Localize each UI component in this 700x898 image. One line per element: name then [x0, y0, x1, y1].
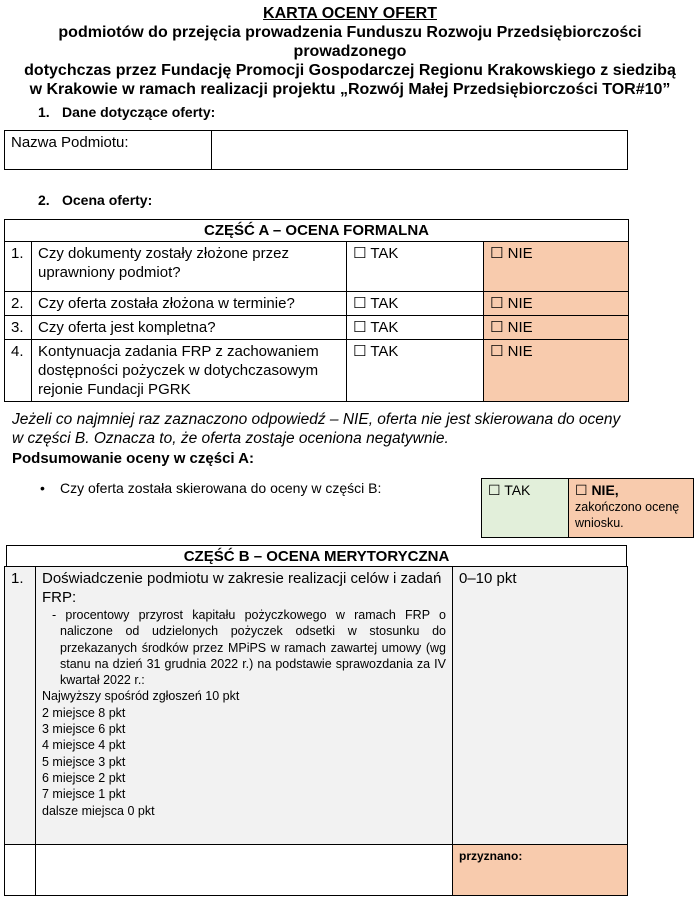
question-text: Czy oferta została złożona w terminie? — [32, 292, 347, 316]
summary-answer-table — [481, 478, 694, 538]
offer-data-table — [4, 130, 628, 170]
part-b-table — [4, 566, 628, 896]
section-1-heading: 1. Dane dotyczące oferty: — [38, 104, 216, 120]
no-checkbox[interactable]: ☐ NIE — [484, 242, 629, 292]
entity-name-field[interactable] — [212, 131, 628, 170]
summary-no-note: zakończono ocenę wniosku. — [575, 500, 680, 530]
score-line: 7 miejsce 1 pkt — [42, 787, 126, 802]
summary-no-checkbox[interactable]: ☐ NIE, zakończono ocenę wniosku. — [569, 479, 694, 538]
score-line: 3 miejsce 6 pkt — [42, 722, 126, 737]
summary-heading: Podsumowanie oceny w części A: — [12, 450, 255, 467]
part-b-header: CZĘŚĆ B – OCENA MERYTORYCZNA — [7, 546, 627, 568]
question-text: Czy oferta jest kompletna? — [32, 316, 347, 340]
row-number: 1. — [5, 242, 32, 292]
table-row — [5, 316, 629, 340]
section-2-heading: 2. Ocena oferty: — [38, 192, 153, 208]
score-range: 0–10 pkt — [453, 567, 628, 845]
part-a-table — [4, 219, 629, 402]
question-text: Czy dokumenty zostały złożone przez uprawniony podmiot? — [32, 242, 347, 292]
subtitle-line-1: podmiotów do przejęcia prowadzenia Funduszu Rozwoju Przedsiębiorczości prowadzonego — [58, 24, 642, 60]
yes-checkbox[interactable]: ☐ TAK — [347, 292, 484, 316]
row-number: 3. — [5, 316, 32, 340]
row-number: 2. — [5, 292, 32, 316]
score-line: 4 miejsce 4 pkt — [42, 738, 126, 753]
subtitle-line-2: dotychczas przez Fundację Promocji Gospodarczej Regionu Krakowskiego z siedzibą — [24, 62, 676, 79]
no-checkbox[interactable]: ☐ NIE — [484, 292, 629, 316]
document-title: KARTA OCENY OFERT — [263, 5, 437, 22]
subtitle-line-3: w Krakowie w ramach realizacji projektu „Rozwój Małej Przedsiębiorczości TOR#10” — [29, 81, 671, 98]
score-line: 2 miejsce 8 pkt — [42, 705, 126, 720]
awarded-points-field[interactable]: przyznano: — [453, 845, 628, 896]
table-row — [5, 242, 629, 292]
part-b-header-table — [6, 545, 627, 568]
row-number: 1. — [5, 567, 36, 845]
entity-name-label: Nazwa Podmiotu: — [5, 131, 212, 170]
table-row — [5, 567, 628, 845]
negative-note — [12, 410, 692, 448]
summary-question: • Czy oferta została skierowana do oceny w części B: — [40, 480, 382, 496]
score-line: dalsze miejsca 0 pkt — [42, 803, 155, 818]
no-checkbox[interactable]: ☐ NIE — [484, 316, 629, 340]
table-row — [5, 340, 629, 402]
criterion-description: - procentowy przyrost kapitału pożyczkowego w ramach FRP o naliczone od udzielonych pożyczek odsetki w stosunku do przekazanych środków przez MPiPS w ramach zawartej umowy (wg stanu na dzień 31 grudnia 2022 r.) na podstawie sprawozdania za IV kwartał 2022 r.: — [52, 608, 446, 688]
part-a-header: CZĘŚĆ A – OCENA FORMALNA — [5, 220, 629, 242]
table-row — [5, 292, 629, 316]
table-row — [5, 845, 628, 896]
criterion-cell — [36, 567, 453, 845]
criterion-title: Doświadczenie podmiotu w zakresie realizacji celów i zadań FRP: — [42, 570, 442, 606]
note-line-1: Jeżeli co najmniej raz zaznaczono odpowiedź – NIE, oferta nie jest skierowana do oceny — [12, 411, 621, 428]
score-line: Najwyższy spośród zgłoszeń 10 pkt — [42, 689, 240, 704]
document-header — [0, 4, 700, 99]
score-line: 6 miejsce 2 pkt — [42, 770, 126, 785]
no-checkbox[interactable]: ☐ NIE — [484, 340, 629, 402]
question-text: Kontynuacja zadania FRP z zachowaniem dostępności pożyczek w dotychczasowym rejonie Fundacji PGRK — [32, 340, 347, 402]
note-line-2: w części B. Oznacza to, że oferta zostaje oceniona negatywnie. — [12, 430, 449, 447]
yes-checkbox[interactable]: ☐ TAK — [347, 340, 484, 402]
summary-yes-checkbox[interactable]: ☐ TAK — [482, 479, 569, 538]
row-number: 4. — [5, 340, 32, 402]
score-line: 5 miejsce 3 pkt — [42, 754, 126, 769]
yes-checkbox[interactable]: ☐ TAK — [347, 242, 484, 292]
yes-checkbox[interactable]: ☐ TAK — [347, 316, 484, 340]
